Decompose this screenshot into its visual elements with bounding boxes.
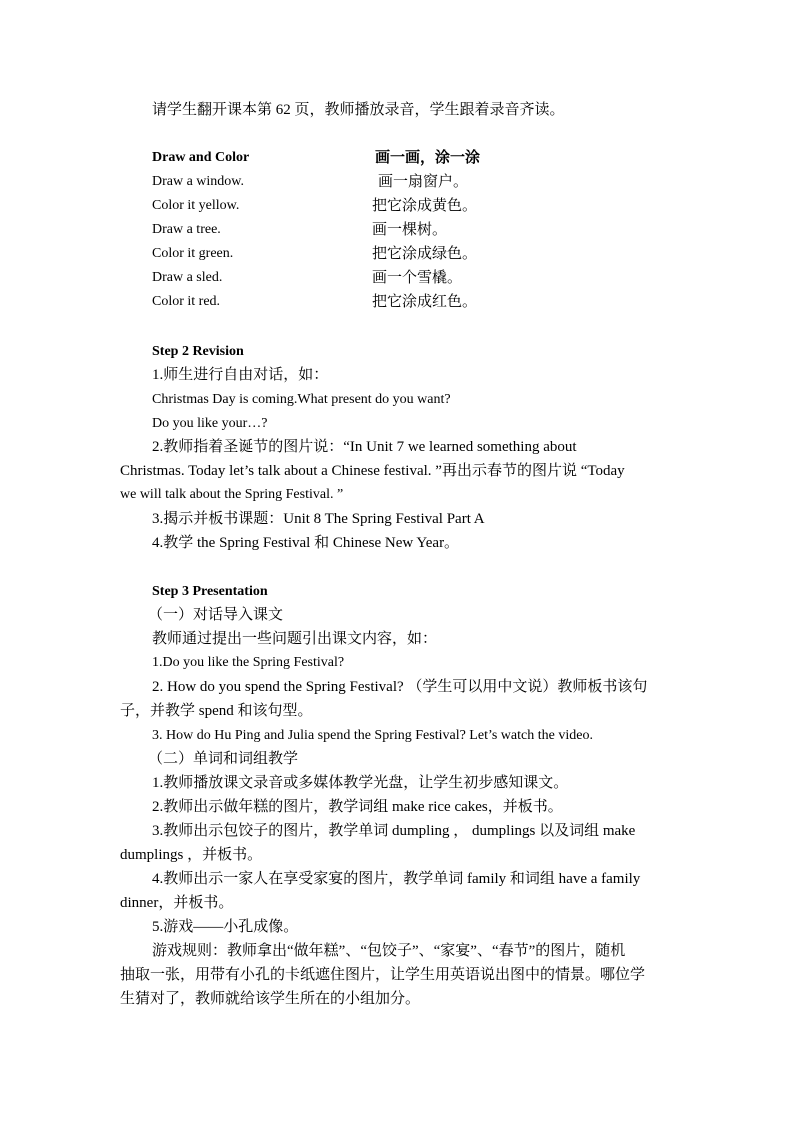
step3-line: 教师通过提出一些问题引出课文内容，如： [152, 631, 438, 647]
step3-line: dinner，并板书。 [120, 895, 234, 911]
draw-color-row-en: Draw a sled. [152, 270, 223, 285]
step3-line: 生猜对了，教师就给该学生所在的小组加分。 [120, 991, 421, 1007]
step2-line: Do you like your…? [152, 416, 268, 431]
step3-line: 1.教师播放课文录音或多媒体教学光盘，让学生初步感知课文。 [152, 775, 569, 791]
step2-line: we will talk about the Spring Festival. ” [120, 487, 344, 502]
draw-color-row-en: Color it red. [152, 294, 221, 309]
draw-color-row-cn: 把它涂成绿色。 [372, 246, 478, 262]
step3-line: 5.游戏——小孔成像。 [152, 919, 299, 935]
step3-line: （一）对话导入课文 [148, 607, 284, 623]
step3-line: dumplings ，并板书。 [120, 847, 263, 863]
step3-line: 1.Do you like the Spring Festival? [152, 655, 345, 670]
step3-line: 游戏规则：教师拿出“做年糕”、“包饺子”、“家宴”、“春节”的图片，随机 [152, 943, 626, 959]
draw-color-heading-en: Draw and Color [152, 150, 250, 165]
step3-line: 抽取一张，用带有小孔的卡纸遮住图片，让学生用英语说出图中的情景。哪位学 [120, 967, 646, 983]
step3-line: 2. How do you spend the Spring Festival? （学生可以用中文说）教师板书该句 [152, 679, 648, 695]
draw-color-row-en: Color it yellow. [152, 198, 240, 213]
draw-color-row-cn: 画一棵树。 [372, 222, 448, 238]
draw-color-row-en: Draw a tree. [152, 222, 221, 237]
draw-color-row-cn: 把它涂成红色。 [372, 294, 478, 310]
step2-line: 1.师生进行自由对话，如： [152, 367, 329, 383]
step3-line: 4.教师出示一家人在享受家宴的图片，教学单词 family 和词组 have a family [152, 871, 641, 887]
draw-color-row-cn: 画一扇窗户。 [378, 174, 469, 190]
step3-line: （二）单词和词组教学 [148, 751, 299, 767]
draw-color-row-en: Draw a window. [152, 174, 245, 189]
step3-line: 2.教师出示做年糕的图片，教学词组 make rice cakes，并板书。 [152, 799, 563, 815]
draw-color-row-cn: 画一个雪橇。 [372, 270, 463, 286]
draw-color-row-en: Color it green. [152, 246, 234, 261]
step3-title: Step 3 Presentation [152, 584, 268, 599]
step3-line: 3. How do Hu Ping and Julia spend the Spring Festival? Let’s watch the video. [152, 728, 593, 743]
step2-line: 3.揭示并板书课题：Unit 8 The Spring Festival Part A [152, 511, 485, 527]
step2-line: Christmas Day is coming.What present do you want? [152, 392, 451, 407]
intro-text: 请学生翻开课本第 62 页，教师播放录音，学生跟着录音齐读。 [152, 102, 565, 118]
step2-line: Christmas. Today let’s talk about a Chinese festival. ”再出示春节的图片说 “Today [120, 463, 625, 479]
draw-color-row-cn: 把它涂成黄色。 [372, 198, 478, 214]
step2-title: Step 2 Revision [152, 344, 244, 359]
draw-color-heading-cn: 画一画，涂一涂 [375, 150, 481, 166]
step3-line: 3.教师出示包饺子的图片，教学单词 dumpling ， dumplings 以及词组 make [152, 823, 636, 839]
step2-line: 4.教学 the Spring Festival 和 Chinese New Year。 [152, 535, 460, 551]
step3-line: 子，并教学 spend 和该句型。 [120, 703, 313, 719]
step2-line: 2.教师指着圣诞节的图片说：“In Unit 7 we learned something about [152, 439, 577, 455]
